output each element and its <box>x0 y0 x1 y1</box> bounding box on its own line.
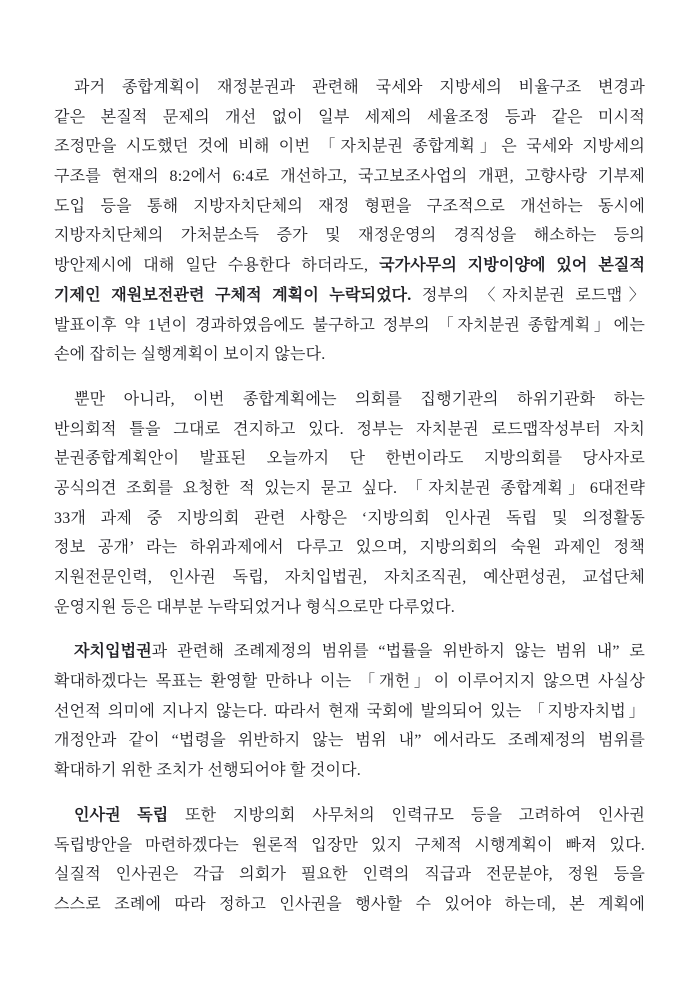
text-run-bold: 인사권 독립 <box>74 806 169 824</box>
text-run: 정부의 〈자치분권 로드맵〉 <box>411 286 646 304</box>
text-line <box>54 311 645 341</box>
text-run: 확대하기 위한 조치가 선행되어야 할 것이다. <box>54 762 362 780</box>
text-line <box>54 726 645 756</box>
text-run: 과거 종합계획이 재정분권과 관련해 국세와 지방세의 비율구조 변경과 <box>74 79 645 96</box>
text-run: 정보 공개’ 라는 하위과제에서 다루고 있으며, 지방의회의 숙원 과제인 정책 <box>54 539 645 557</box>
text-line <box>54 103 645 133</box>
text-line <box>54 756 645 786</box>
text-run: 같은 본질적 문제의 개선 없이 일부 세제의 세율조정 등과 같은 미시적 <box>54 108 645 126</box>
text-run: 조정만을 시도했던 것에 비해 이번 「자치분권 종합계획」은 국세와 지방세의 <box>54 138 645 156</box>
text-run: 지원전문인력, 인사권 독립, 자치입법권, 자치조직권, 예산편성권, 교섭단체 <box>54 569 645 586</box>
text-line <box>54 385 645 415</box>
text-run: 독립방안을 마련하겠다는 원론적 입장만 있지 구체적 시행계획이 빠져 있다. <box>54 836 645 854</box>
text-run: 뿐만 아니라, 이번 종합계획에는 의회를 집행기관의 하위기관화 하는 <box>74 390 645 408</box>
paragraph <box>54 385 645 623</box>
text-line <box>54 73 645 103</box>
text-run: 과 관련해 조례제정의 범위를 “법률을 위반하지 않는 범위 내” 로 <box>151 643 645 661</box>
text-line <box>54 890 645 920</box>
text-run: 방안제시에 대해 일단 수용한다 하더라도, <box>54 257 380 275</box>
paragraph <box>54 637 645 785</box>
text-line <box>54 593 645 623</box>
text-line <box>54 192 645 222</box>
text-line <box>54 563 645 593</box>
text-line <box>54 697 645 727</box>
text-run: 지방자치단체의 가처분소득 증가 및 재정운영의 경직성을 해소하는 등의 <box>54 227 645 245</box>
text-line <box>54 474 645 504</box>
text-line <box>54 221 645 251</box>
text-line <box>54 667 645 697</box>
text-line <box>54 132 645 162</box>
text-line <box>54 860 645 890</box>
text-run: 실질적 인사권은 각급 의회가 필요한 인력의 직급과 전문분야, 정원 등을 <box>54 866 645 884</box>
text-line <box>54 415 645 445</box>
document-body <box>54 73 645 935</box>
text-line <box>54 504 645 534</box>
text-line <box>54 801 645 831</box>
text-run: 분권종합계획안이 발표된 오늘까지 단 한번이라도 지방의회를 당사자로 <box>54 450 645 468</box>
text-line <box>54 251 645 281</box>
text-run: 스스로 조례에 따라 정하고 인사권을 행사할 수 있어야 하는데, 본 계획에 <box>54 895 645 913</box>
text-line <box>54 162 645 192</box>
text-run: 개정안과 같이 “법령을 위반하지 않는 범위 내” 에서라도 조례제정의 범위를 <box>54 732 645 750</box>
text-line <box>54 281 645 311</box>
text-run: 공식의견 조회를 요청한 적 있는지 묻고 싶다. 「자치분권 종합계획」6대전략 <box>54 479 645 497</box>
text-run: 또한 지방의회 사무처의 인력규모 등을 고려하여 인사권 <box>168 806 645 824</box>
paragraph <box>54 73 645 370</box>
text-run: 확대하겠다는 목표는 환영할 만하나 이는 「개헌」이 이루어지지 않으면 사실상 <box>54 673 645 691</box>
text-line <box>54 533 645 563</box>
text-run-bold: 국가사무의 지방이양에 있어 본질적 <box>379 257 645 275</box>
paragraph <box>54 801 645 920</box>
text-run-bold: 기제인 재원보전관련 구체적 계획이 누락되었다. <box>54 286 412 304</box>
text-line <box>54 637 645 667</box>
text-line <box>54 831 645 861</box>
text-run-bold: 자치입법권 <box>74 643 152 661</box>
text-line <box>54 444 645 474</box>
text-run: 구조를 현재의 8:2에서 6:4로 개선하고, 국고보조사업의 개편, 고향사랑 기부제 <box>54 168 645 186</box>
text-run: 선언적 의미에 지나지 않는다. 따라서 현재 국회에 발의되어 있는 「지방자치법」 <box>54 702 645 720</box>
text-run: 발표이후 약 1년이 경과하였음에도 불구하고 정부의 「자치분권 종합계획」에는 <box>54 316 645 334</box>
text-line <box>54 340 645 370</box>
text-run: 반의회적 틀을 그대로 견지하고 있다. 정부는 자치분권 로드맵작성부터 자치 <box>54 420 645 438</box>
text-run: 도입 등을 통해 지방자치단체의 재정 형편을 구조적으로 개선하는 동시에 <box>54 197 645 215</box>
text-run: 손에 잡히는 실행계획이 보이지 않는다. <box>54 346 326 364</box>
text-run: 33개 과제 중 지방의회 관련 사항은 ‘지방의회 인사권 독립 및 의정활동 <box>54 509 645 527</box>
text-run: 운영지원 등은 대부분 누락되었거나 형식으로만 다루었다. <box>54 598 455 616</box>
